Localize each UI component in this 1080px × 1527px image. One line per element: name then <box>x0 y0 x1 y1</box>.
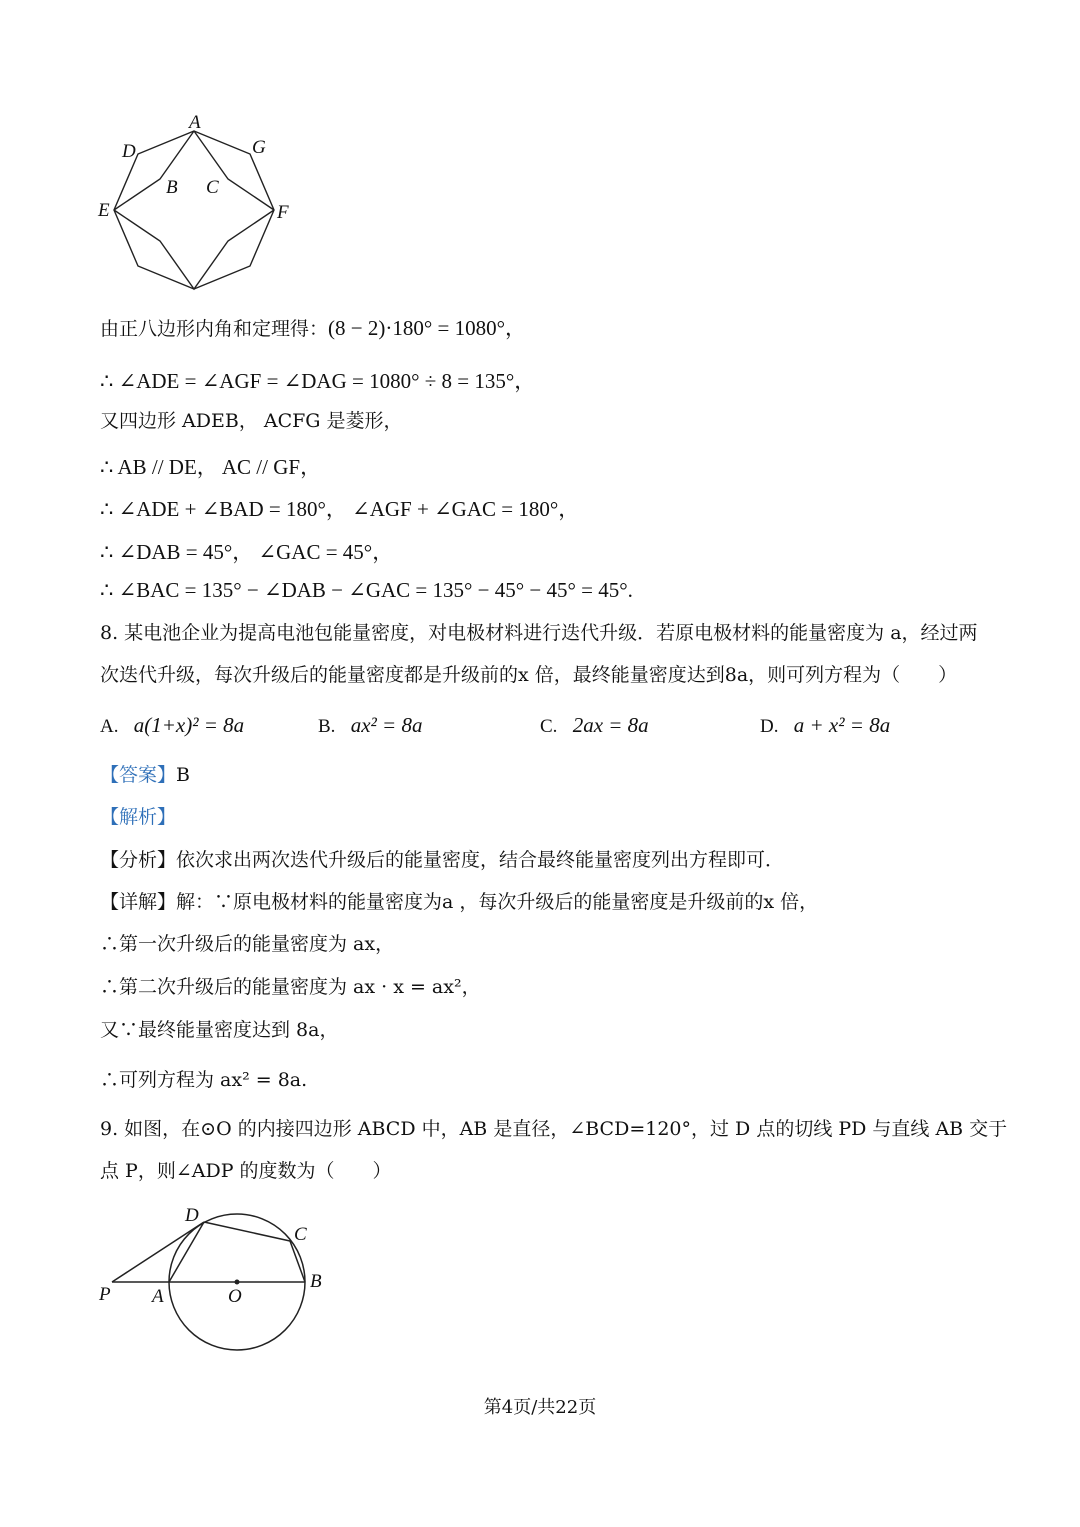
label-F: F <box>277 202 289 223</box>
step-1: ∴第一次升级后的能量密度为 ax， <box>100 933 395 955</box>
step-3: 又∵最终能量密度达到 8a， <box>100 1019 339 1041</box>
step-4: ∴可列方程为 ax² = 8a. <box>100 1069 308 1091</box>
option-b <box>318 713 422 738</box>
solution-line-1: 由正八边形内角和定理得：(8 − 2)·180° = 1080°， <box>100 316 526 340</box>
option-d <box>760 713 890 738</box>
label-D: D <box>122 141 136 162</box>
solution-line-5: ∴ ∠ADE + ∠BAD = 180°， ∠AGF + ∠GAC = 180°， <box>100 497 580 521</box>
label-C2: C <box>294 1224 307 1245</box>
label-E: E <box>98 200 110 221</box>
option-b-expr: ax² = 8a <box>350 713 423 737</box>
label-D2: D <box>185 1205 199 1226</box>
analysis-tag: 【解析】 <box>100 806 177 828</box>
answer-value: B <box>176 764 190 786</box>
option-d-expr: a + x² = 8a <box>793 713 891 737</box>
option-c <box>540 713 649 738</box>
question-8-line-2: 次迭代升级，每次升级后的能量密度都是升级前的x 倍，最终能量密度达到8a，则可列方程为（ ） <box>100 664 958 686</box>
label-A2: A <box>152 1286 164 1307</box>
label-B: B <box>166 177 178 198</box>
answer-tag: 【答案】 <box>100 764 177 786</box>
question-8-line-1: 8. 某电池企业为提高电池包能量密度，对电极材料进行迭代升级．若原电极材料的能量密度为 a，经过两 <box>100 622 978 644</box>
solution-line-1-math: (8 − 2)·180° = 1080°， <box>328 316 526 340</box>
label-C: C <box>206 177 219 198</box>
label-O: O <box>228 1286 242 1307</box>
option-c-label: C. <box>540 716 558 737</box>
label-G: G <box>252 137 266 158</box>
fenxi-line: 【分析】依次求出两次迭代升级后的能量密度，结合最终能量密度列出方程即可． <box>100 849 785 871</box>
question-9-line-1: 9. 如图，在⊙O 的内接四边形 ABCD 中，AB 是直径，∠BCD=120°，过 D 点的切线 PD 与直线 AB 交于 <box>100 1118 1008 1140</box>
xiangjie-line: 【详解】解：∵原电极材料的能量密度为a ，每次升级后的能量密度是升级前的x 倍， <box>100 891 819 913</box>
solution-line-4: ∴ AB // DE， AC // GF， <box>100 455 322 479</box>
solution-line-2: ∴ ∠ADE = ∠AGF = ∠DAG = 1080° ÷ 8 = 135°， <box>100 369 536 393</box>
label-P: P <box>99 1284 111 1305</box>
option-d-label: D. <box>760 716 779 737</box>
option-b-label: B. <box>318 716 336 737</box>
option-a-label: A. <box>100 716 119 737</box>
label-B2: B <box>310 1271 322 1292</box>
option-a <box>100 713 244 738</box>
solution-line-7: ∴ ∠BAC = 135° − ∠DAB − ∠GAC = 135° − 45° − 45° = 45°. <box>100 578 633 602</box>
option-a-expr: a(1+x)² = 8a <box>133 713 245 737</box>
solution-line-6: ∴ ∠DAB = 45°， ∠GAC = 45°， <box>100 540 394 564</box>
circle-figure <box>90 1195 340 1360</box>
question-9-line-2: 点 P，则∠ADP 的度数为（ ） <box>100 1160 392 1182</box>
option-c-expr: 2ax = 8a <box>572 713 649 737</box>
answer-line <box>100 763 190 787</box>
step-2: ∴第二次升级后的能量密度为 ax · x = ax²， <box>100 976 481 998</box>
page-number: 第4页/共22页 <box>483 1397 597 1418</box>
label-A: A <box>189 112 201 133</box>
octagon-figure <box>90 108 300 298</box>
solution-line-3: 又四边形 ADEB， ACFG 是菱形， <box>100 410 403 432</box>
